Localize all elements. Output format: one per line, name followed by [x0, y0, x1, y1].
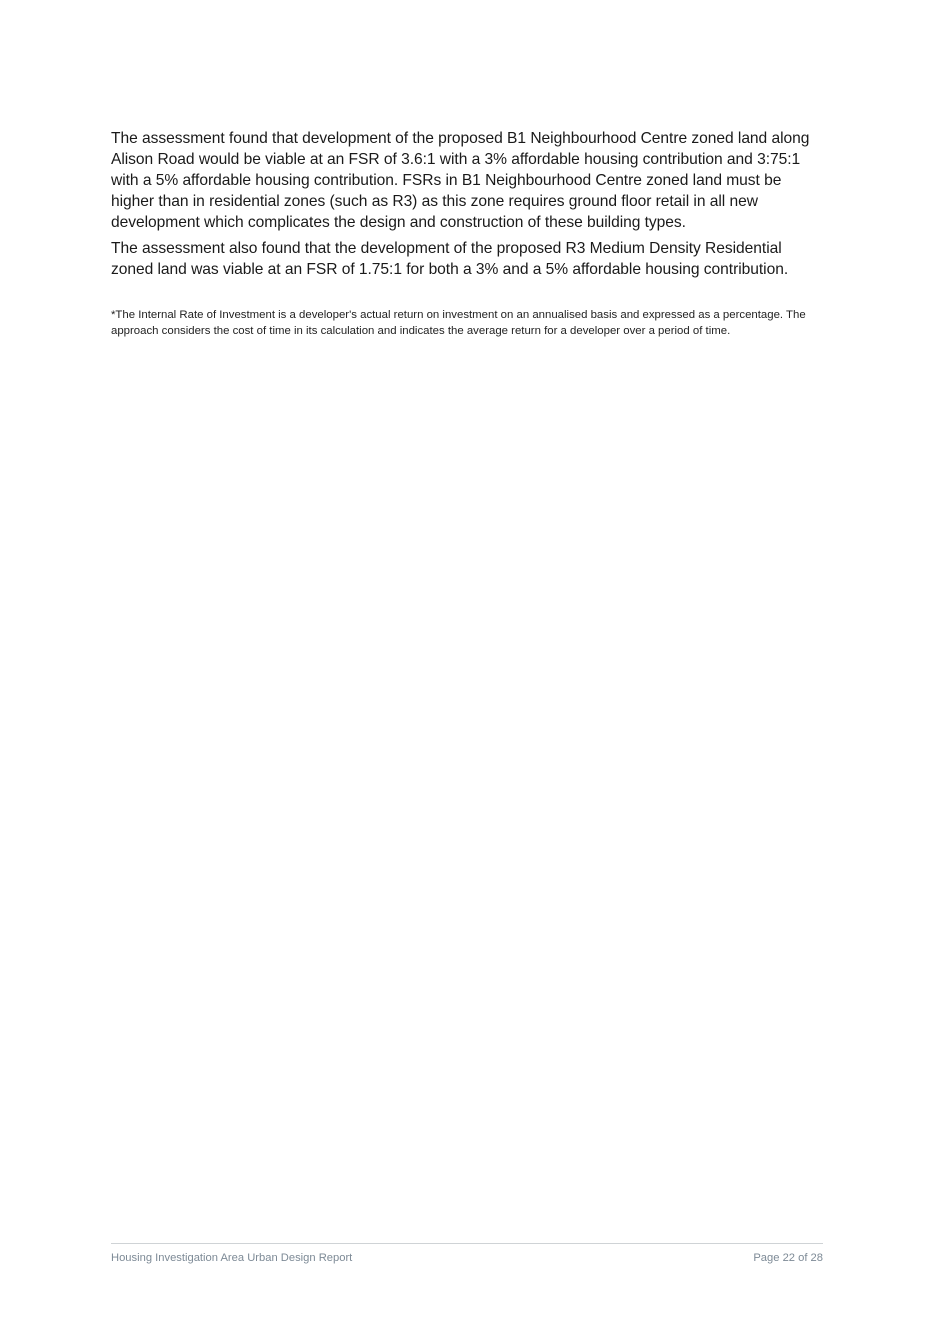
footer-page-number: Page 22 of 28 [753, 1252, 823, 1264]
footer-divider [111, 1243, 823, 1244]
body-paragraph-r3-assessment: The assessment also found that the development of the proposed R3 Medium Density Residential zoned land was viable at an FSR of 1.75:1 for both a 3% and a 5% affordable housing contribution. [111, 240, 789, 278]
footnote-irr-definition: *The Internal Rate of Investment is a developer's actual return on investment on an annualised basis and expressed as a percentage. The approach considers the cost of time in its calculation and indicates the average return for a developer over a period of time. [111, 309, 806, 337]
page-body [111, 128, 823, 339]
body-paragraph-b1-assessment: The assessment found that development of the proposed B1 Neighbourhood Centre zoned land along Alison Road would be viable at an FSR of 3.6:1 with a 3% affordable housing contribution and 3:75:1 with a 5% affordable housing contribution. FSRs in B1 Neighbourhood Centre zoned land must be higher than in residential zones (such as R3) as this zone requires ground floor retail in all new development which complicates the design and construction of these building types. [111, 130, 810, 231]
page-footer [111, 1251, 823, 1265]
footer-report-title: Housing Investigation Area Urban Design Report [111, 1252, 353, 1264]
